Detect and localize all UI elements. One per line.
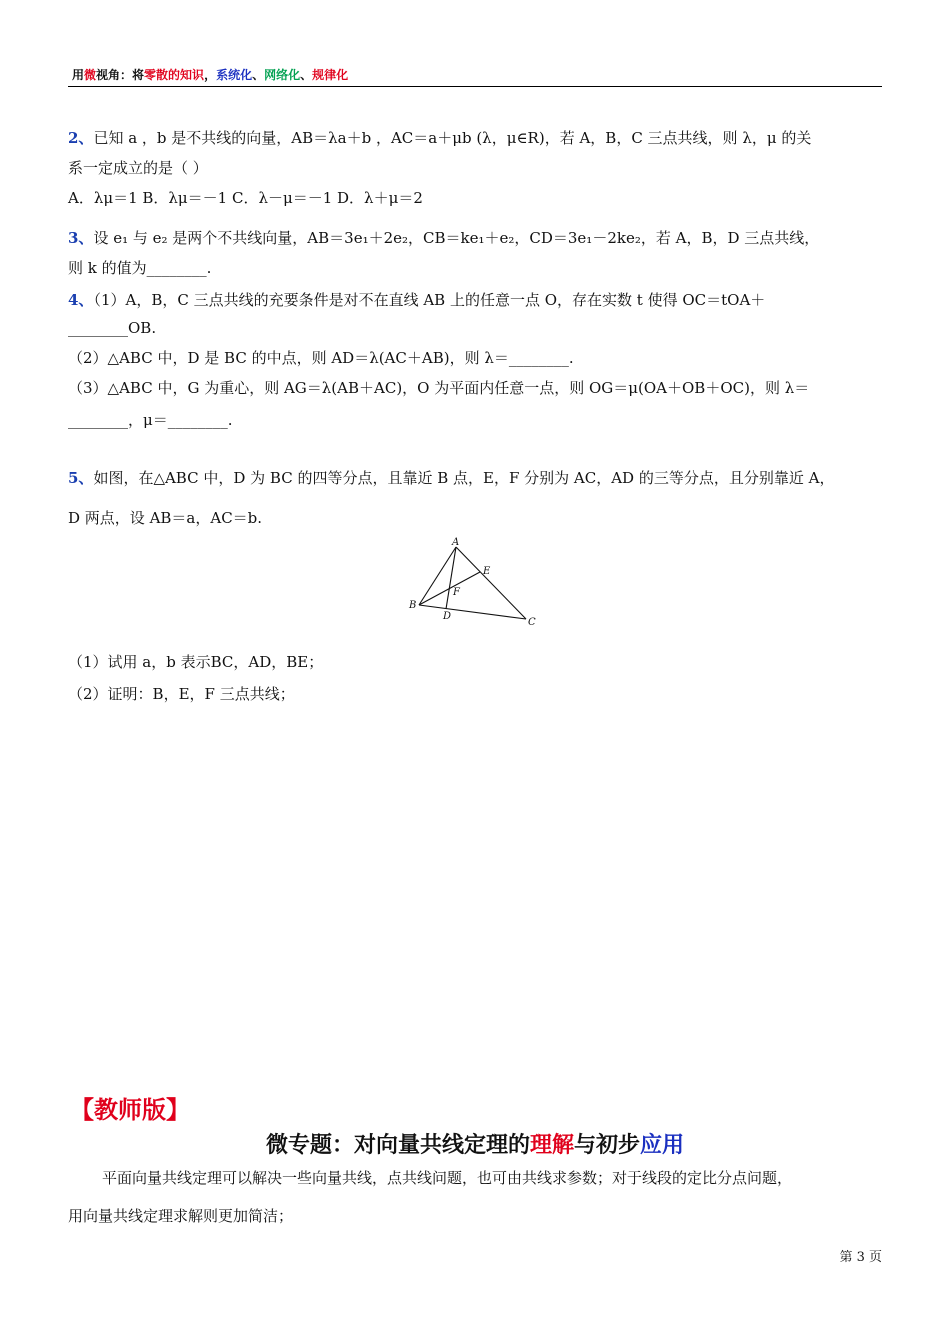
label-f: F [453, 587, 460, 598]
header-rule [68, 86, 882, 87]
header-text-1: 用 [72, 68, 85, 82]
problem-2-line-2: 系一定成立的是（ ） [68, 159, 208, 177]
problem-3-number: 3、 [68, 229, 94, 247]
label-a: A [452, 537, 460, 548]
title-part-1: 微专题：对向量共线定理的 [265, 1133, 530, 1158]
title-part-2: 理解 [529, 1133, 574, 1158]
header-text-6: 系统化 [216, 68, 253, 82]
problem-4-sub-2: （2）△ABC 中，D 是 BC 的中点，则 AD＝λ(AC＋AB)，则 λ＝________. [68, 349, 574, 367]
problem-5-line-1 [68, 468, 834, 488]
intro-line-1: 平面向量共线定理可以解决一些向量共线，点共线问题，也可由共线求参数；对于线段的定比分点问题， [102, 1169, 793, 1187]
page-number: 第 3 页 [839, 1250, 882, 1265]
label-e: E [483, 566, 491, 577]
segment-be [419, 572, 480, 605]
problem-5-text: 如图，在△ABC 中，D 为 BC 的四等分点，且靠近 B 点，E，F 分别为 AC，AD 的三等分点，且分别靠近 A， [93, 469, 835, 487]
problem-3-text: 设 e₁ 与 e₂ 是两个不共线向量，AB＝3e₁＋2e₂，CB＝ke₁＋e₂，CD＝3e₁－2ke₂，若 A，B，D 三点共线， [93, 229, 820, 247]
header-text-9: 、 [300, 68, 313, 82]
segment-ac [456, 547, 526, 619]
segment-bc [419, 605, 526, 619]
title-part-4: 应用 [640, 1133, 685, 1158]
problem-5-q1: （1）试用 a，b 表示BC，AD，BE； [68, 653, 324, 671]
header-text-2: 微 [84, 68, 97, 82]
problem-5-q2: （2）证明：B，E，F 三点共线； [68, 685, 295, 703]
problem-4-text: （1）A，B，C 三点共线的充要条件是对不在直线 AB 上的任意一点 O，存在实数 t 使得 OC＝tOA＋ [93, 291, 766, 309]
header-text-7: 、 [252, 68, 265, 82]
header-text-4: 零散的知识 [144, 68, 205, 82]
triangle-figure [400, 536, 550, 632]
problem-5-line-2: D 两点，设 AB＝a，AC＝b. [68, 509, 263, 527]
problem-4-sub-3: （3）△ABC 中，G 为重心，则 AG＝λ(AB＋AC)，O 为平面内任意一点，则 OG＝μ(OA＋OB＋OC)，则 λ＝ [68, 379, 810, 397]
header-text-3: 视角：将 [96, 68, 145, 82]
problem-3-line-1 [68, 228, 819, 248]
title-part-3: 与初步 [574, 1133, 641, 1158]
intro-line-2: 用向量共线定理求解则更加简洁； [68, 1207, 294, 1225]
problem-4-sub-3b: ________，μ＝________. [68, 411, 233, 429]
teacher-edition-tag: 【教师版】 [70, 1096, 190, 1124]
problem-2-line-1 [68, 128, 811, 148]
problem-4-line-2: ________OB. [68, 319, 157, 337]
header-text-8: 网络化 [264, 68, 301, 82]
label-d: D [443, 611, 452, 622]
problem-4-number: 4、 [68, 291, 94, 309]
label-c: C [528, 617, 536, 628]
problem-2-text: 已知 a ，b 是不共线的向量，AB＝λa＋b ，AC＝a＋μb (λ，μ∈R)，若 A，B，C 三点共线，则 λ，μ 的关 [93, 129, 812, 147]
header-text-10: 规律化 [312, 68, 349, 82]
problem-3-line-2: 则 k 的值为________. [68, 259, 212, 277]
problem-5-number: 5、 [68, 469, 94, 487]
page-header [72, 66, 348, 83]
problem-2-options: A．λμ＝1 B．λμ＝－1 C．λ－μ＝－1 D．λ＋μ＝2 [68, 189, 423, 207]
section-title [0, 1128, 950, 1159]
header-text-5: ， [204, 68, 217, 82]
problem-4-line-1 [68, 290, 765, 310]
problem-2-number: 2、 [68, 129, 94, 147]
label-b: B [409, 600, 417, 611]
segment-ad [446, 547, 456, 609]
segment-ab [419, 547, 456, 605]
